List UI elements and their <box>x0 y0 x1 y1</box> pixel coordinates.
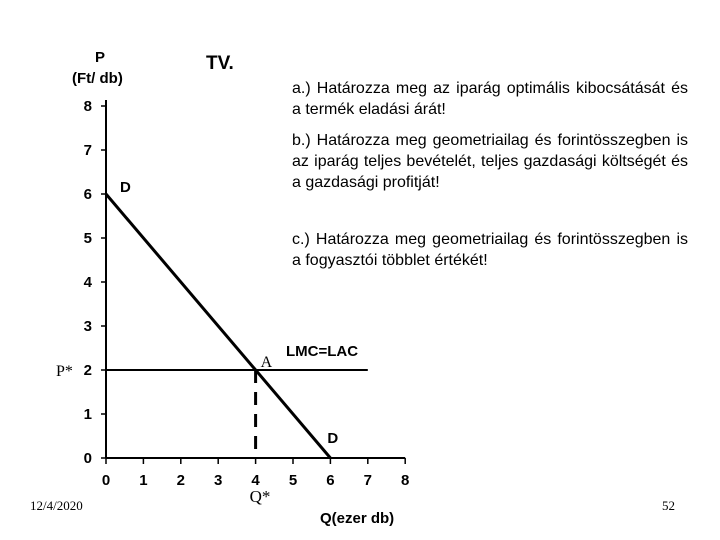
x-axis-label: Q(ezer db) <box>320 510 395 527</box>
x-tick-label: 8 <box>401 472 410 489</box>
y-tick-label: 2 <box>83 362 92 379</box>
quantity-star-label: Q* <box>249 487 271 506</box>
y-axis-label-symbol: P <box>95 49 106 66</box>
y-tick-label: 1 <box>83 406 92 423</box>
task-c-text: c.) Határozza meg geometriailag és forintösszegben is a fogyasztói többlet értékét! <box>292 231 688 269</box>
x-tick-label: 3 <box>214 472 223 489</box>
y-tick-label: 0 <box>83 450 92 467</box>
x-tick-label: 2 <box>176 472 185 489</box>
x-tick-label: 5 <box>288 472 298 489</box>
y-tick-label: 4 <box>83 274 92 291</box>
y-tick-label: 5 <box>83 230 92 247</box>
y-axis-label-unit: (Ft/ db) <box>72 70 123 87</box>
x-tick-label: 6 <box>326 472 335 489</box>
y-tick-label: 8 <box>83 98 92 115</box>
price-star-label: P* <box>56 363 73 380</box>
y-tick-label: 3 <box>83 318 92 335</box>
x-tick-label: 0 <box>101 472 111 489</box>
footer-date: 12/4/2020 <box>30 498 83 513</box>
x-tick-label: 4 <box>251 472 260 489</box>
x-tick-label: 7 <box>363 472 372 489</box>
task-a-text: a.) Határozza meg az iparág optimális kibocsátását és a termék eladási árát! <box>292 80 688 118</box>
demand-curve-label: D <box>327 430 339 447</box>
series <box>106 179 368 458</box>
y-tick-label: 6 <box>83 186 92 203</box>
y-tick-label: 7 <box>83 142 92 159</box>
lmc-lac-label: LMC=LAC <box>286 343 359 360</box>
task-b-text: b.) Határozza meg geometriailag és forintösszegben is az iparág teljes bevételét, teljes gazdasági költségét és a gazdasági profitját! <box>292 132 688 191</box>
equilibrium-point-label: A <box>260 354 273 371</box>
footer-page-number: 52 <box>662 498 675 513</box>
x-tick-label: 1 <box>139 472 148 489</box>
demand-curve-label: D <box>120 179 131 196</box>
chart-title: TV. <box>206 53 234 74</box>
